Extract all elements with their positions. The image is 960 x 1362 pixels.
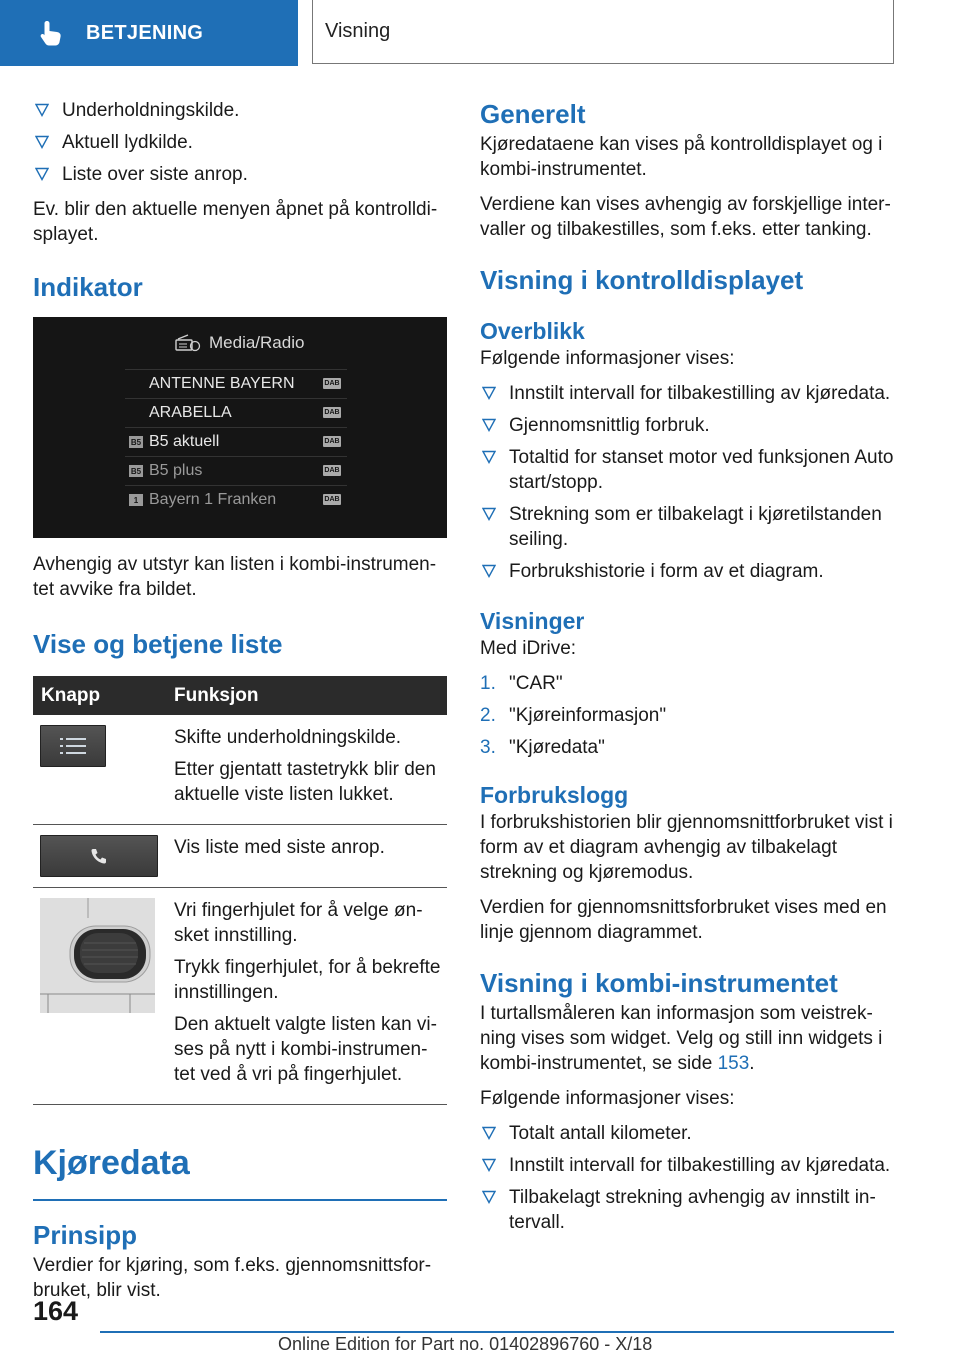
prinsipp-paragraph: Verdier for kjøring, som f.eks. gjennomsnittsfor-bruket, blir vist. bbox=[33, 1254, 432, 1301]
source-bullet-list bbox=[33, 98, 447, 187]
topic-label: Visning bbox=[325, 20, 391, 42]
section-tab bbox=[0, 0, 298, 66]
function-text: Vri fingerhjulet for å velge øn-sket innstilling. bbox=[174, 900, 423, 946]
kombi-heading: Visning i kombi-instrumentet bbox=[480, 968, 838, 998]
station-list bbox=[125, 369, 347, 514]
menu-paragraph: Ev. blir den aktuelle menyen åpnet på kontrolldi-splayet. bbox=[33, 199, 438, 245]
kjoredata-heading: Kjøredata bbox=[33, 1144, 190, 1182]
generelt-paragraph-1: Kjøredataene kan vises på kontrolldisplayet og i kombi-instrumentet. bbox=[480, 134, 883, 180]
overblikk-intro: Følgende informasjoner vises: bbox=[480, 348, 735, 369]
overblikk-heading: Overblikk bbox=[480, 318, 585, 344]
station-logo-icon bbox=[129, 378, 143, 390]
kombi-bullet-list bbox=[480, 1121, 894, 1235]
left-column bbox=[33, 98, 447, 1313]
list-item: Innstilt intervall for tilbakestilling av kjøredata. bbox=[480, 1153, 894, 1178]
list-item: 1. "CAR" bbox=[480, 673, 563, 694]
function-text: Etter gjentatt tastetrykk blir den aktuelle viste listen lukket. bbox=[174, 759, 436, 805]
visninger-steps bbox=[480, 671, 894, 760]
equipment-paragraph: Avhengig av utstyr kan listen i kombi-instrumen-tet avvike fra bildet. bbox=[33, 554, 437, 600]
kombi-paragraph: I turtallsmåleren kan informasjon som veistrek-ning vises som widget. Velg og still inn widgets i kombi-instrumentet, se side 153. bbox=[480, 1003, 883, 1074]
list-item: Gjennomsnittlig forbruk. bbox=[480, 413, 894, 438]
triangle-bullet-icon bbox=[482, 386, 496, 400]
table-header-row bbox=[33, 676, 447, 715]
visninger-heading: Visninger bbox=[480, 608, 585, 634]
column-header-knapp: Knapp bbox=[33, 676, 166, 715]
controller-knob-icon bbox=[40, 898, 155, 1013]
list-item: 3. "Kjøredata" bbox=[480, 737, 605, 758]
station-row: 1 Bayern 1 Franken DAB bbox=[125, 485, 347, 514]
station-row: B5 B5 aktuell DAB bbox=[125, 427, 347, 456]
triangle-bullet-icon bbox=[35, 103, 49, 117]
list-item: Aktuell lydkilde. bbox=[33, 130, 447, 155]
station-row: ANTENNE BAYERN DAB bbox=[125, 369, 347, 398]
edition-text: Online Edition for Part no. 01402896760 - X/18 bbox=[278, 1334, 653, 1354]
list-item: Strekning som er tilbakelagt i kjøretilstanden seiling. bbox=[480, 502, 894, 552]
triangle-bullet-icon bbox=[35, 167, 49, 181]
function-text: Vis liste med siste anrop. bbox=[174, 837, 385, 858]
phone-button-icon bbox=[40, 835, 158, 877]
triangle-bullet-icon bbox=[482, 1126, 496, 1140]
list-item: Underholdningskilde. bbox=[33, 98, 447, 123]
triangle-bullet-icon bbox=[482, 564, 496, 578]
function-text: Den aktuelt valgte listen kan vi-ses på nytt i kombi-instrumen-tet ved å vri på fingerhjulet. bbox=[174, 1014, 437, 1085]
prinsipp-heading: Prinsipp bbox=[33, 1219, 138, 1250]
list-item: Forbrukshistorie i form av et diagram. bbox=[480, 559, 894, 584]
triangle-bullet-icon bbox=[482, 418, 496, 432]
kombi-intro: Følgende informasjoner vises: bbox=[480, 1088, 735, 1109]
dab-badge: DAB bbox=[324, 380, 340, 387]
visninger-intro: Med iDrive: bbox=[480, 638, 577, 659]
station-logo-icon: 1 bbox=[129, 494, 143, 506]
media-radio-screenshot bbox=[33, 317, 447, 538]
table-row bbox=[33, 888, 447, 1105]
list-item: Tilbakelagt strekning avhengig av innstilt in-tervall. bbox=[480, 1185, 894, 1235]
heading-rule bbox=[33, 1199, 447, 1201]
list-item: 2. "Kjøreinformasjon" bbox=[480, 705, 667, 726]
station-logo-icon: B5 bbox=[130, 437, 142, 447]
topic-header bbox=[312, 0, 894, 64]
function-text: Trykk fingerhjulet, for å bekrefte innstillingen. bbox=[174, 957, 441, 1003]
hand-pointer-icon bbox=[36, 18, 66, 48]
table-row bbox=[33, 825, 447, 888]
station-logo-icon: B5 bbox=[130, 466, 142, 476]
list-item: Liste over siste anrop. bbox=[33, 162, 447, 187]
controls-table bbox=[33, 676, 447, 1105]
vise-heading: Vise og betjene liste bbox=[33, 629, 283, 659]
list-item: Totaltid for stanset motor ved funksjonen Auto start/stopp. bbox=[480, 445, 894, 495]
screen-title: Media/Radio bbox=[175, 333, 304, 353]
forbrukslogg-heading: Forbrukslogg bbox=[480, 782, 629, 808]
right-column bbox=[480, 98, 894, 1245]
triangle-bullet-icon bbox=[35, 135, 49, 149]
station-row: B5 B5 plus DAB bbox=[125, 456, 347, 485]
station-logo-icon bbox=[129, 407, 143, 419]
triangle-bullet-icon bbox=[482, 1190, 496, 1204]
triangle-bullet-icon bbox=[482, 450, 496, 464]
radio-source-icon bbox=[175, 334, 201, 352]
forbrukslogg-paragraph-2: Verdien for gjennomsnittsforbruket vises med en linje gjennom diagrammet. bbox=[480, 897, 887, 943]
triangle-bullet-icon bbox=[482, 507, 496, 521]
function-text: Skifte underholdningskilde. bbox=[174, 727, 402, 748]
visning-kontroll-heading: Visning i kontrolldisplayet bbox=[480, 265, 804, 295]
overblikk-bullet-list bbox=[480, 381, 894, 584]
triangle-bullet-icon bbox=[482, 1158, 496, 1172]
page-number: 164 bbox=[33, 1296, 79, 1326]
station-row: ARABELLA DAB bbox=[125, 398, 347, 427]
page-reference-link[interactable]: 153 bbox=[717, 1053, 750, 1074]
footer-rule bbox=[100, 1331, 894, 1333]
dab-badge: DAB bbox=[324, 467, 340, 474]
indikator-heading: Indikator bbox=[33, 272, 143, 302]
dab-badge: DAB bbox=[324, 438, 340, 445]
dab-badge: DAB bbox=[324, 496, 340, 503]
section-label: BETJENING bbox=[86, 21, 204, 44]
forbrukslogg-paragraph-1: I forbrukshistorien blir gjennomsnittforbruket vist i form av et diagram avhengig av tilbakelagt strekning og kjøremodus. bbox=[480, 812, 893, 883]
table-row bbox=[33, 715, 447, 825]
list-item: Totalt antall kilometer. bbox=[480, 1121, 894, 1146]
list-item: Innstilt intervall for tilbakestilling av kjøredata. bbox=[480, 381, 894, 406]
column-header-funksjon: Funksjon bbox=[166, 676, 447, 715]
generelt-paragraph-2: Verdiene kan vises avhengig av forskjellige inter-valler og tilbakestilles, som f.eks. etter tanking. bbox=[480, 194, 891, 240]
generelt-heading: Generelt bbox=[480, 99, 586, 129]
dab-badge: DAB bbox=[324, 409, 340, 416]
list-button-icon bbox=[40, 725, 106, 767]
